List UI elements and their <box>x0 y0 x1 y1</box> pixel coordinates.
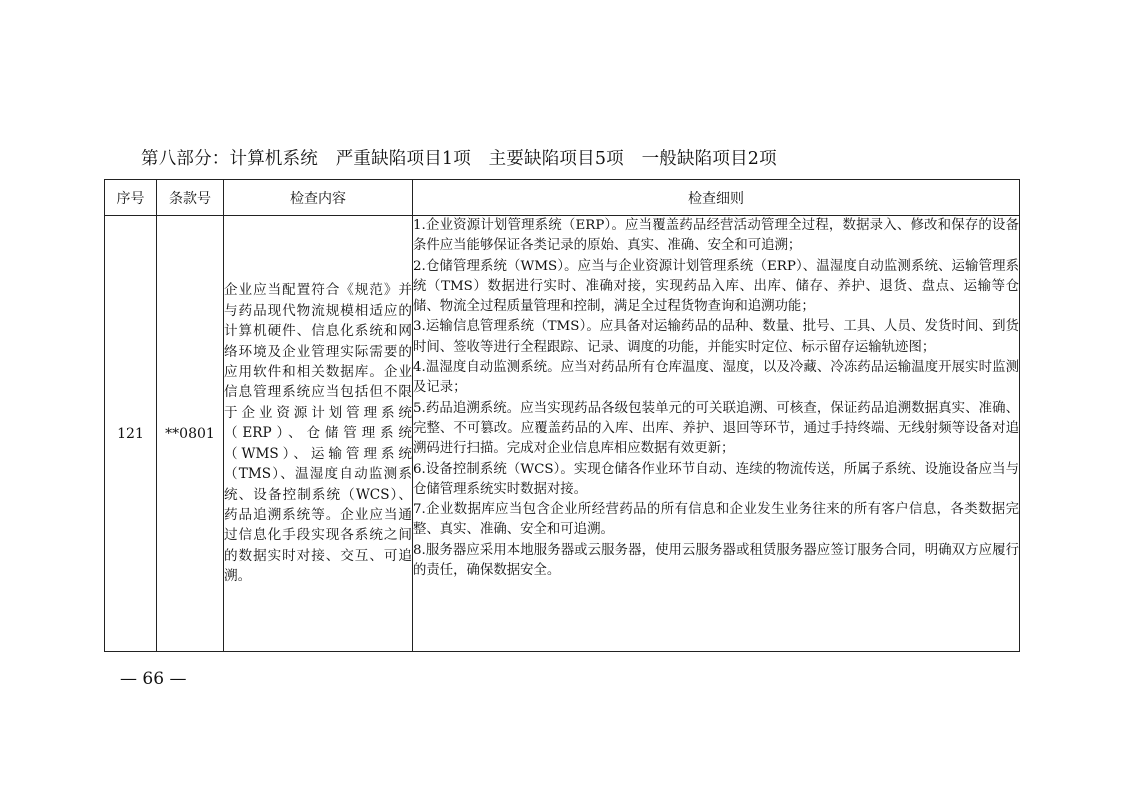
detail-item-8: 8.服务器应采用本地服务器或云服务器，使用云服务器或租赁服务器应签订服务合同，明确双方应履行的责任，确保数据安全。 <box>413 542 1019 579</box>
detail-item-5: 5.药品追溯系统。应当实现药品各级包装单元的可关联追溯、可核查，保证药品追溯数据真实、准确、完整、不可篡改。应覆盖药品的入库、出库、养护、退回等环节，通过手持终端、无线射频等设备对追溯码进行扫描。完成对企业信息库相应数据有效更新； <box>413 400 1019 457</box>
detail-item-3: 3.运输信息管理系统（TMS）。应具备对运输药品的品种、数量、批号、工具、人员、发货时间、到货时间、签收等进行全程跟踪、记录、调度的功能，并能实时定位、标示留存运输轨迹图； <box>413 319 1019 355</box>
table-header-row <box>105 180 1020 216</box>
inspection-table <box>104 179 1020 652</box>
detail-item-7: 7.企业数据库应当包含企业所经营药品的所有信息和企业发生业务往来的所有客户信息，各类数据完整、真实、准确、安全和可追溯。 <box>413 502 1019 538</box>
header-clause: 条款号 <box>157 180 224 216</box>
header-details: 检查细则 <box>413 180 1020 216</box>
cell-content <box>224 216 413 652</box>
page-number: — 66 — <box>120 669 187 689</box>
detail-item-1: 1.企业资源计划管理系统（ERP）。应当覆盖药品经营活动管理全过程，数据录入、修改和保存的设备条件应当能够保证各类记录的原始、真实、准确、安全和可追溯； <box>413 218 1019 254</box>
cell-details <box>413 216 1020 652</box>
table-row <box>105 216 1020 652</box>
detail-item-6: 6.设备控制系统（WCS）。实现仓储各作业环节自动、连续的物流传送，所属子系统、设施设备应当与仓储管理系统实时数据对接。 <box>413 461 1019 497</box>
section-heading: 第八部分：计算机系统 严重缺陷项目1项 主要缺陷项目5项 一般缺陷项目2项 <box>141 149 777 169</box>
header-seq: 序号 <box>105 180 157 216</box>
content-text: 企业应当配置符合《规范》并与药品现代物流规模相适应的计算机硬件、信息化系统和网络环境及企业管理实际需要的应用软件和相关数据库。企业信息管理系统应当包括但不限于企业资源计划管理系统（ERP）、仓储管理系统（WMS）、运输管理系统（TMS）、温湿度自动监测系统、设备控制系统（WCS）、药品追溯系统等。企业应当通过信息化手段实现各系统之间的数据实时对接、交互、可追溯。 <box>224 282 412 585</box>
header-content: 检查内容 <box>224 180 413 216</box>
cell-clause: **0801 <box>157 216 224 652</box>
cell-seq: 121 <box>105 216 157 652</box>
detail-item-4: 4.温湿度自动监测系统。应当对药品所有仓库温度、湿度，以及冷藏、冷冻药品运输温度开展实时监测及记录； <box>413 360 1019 396</box>
detail-item-2: 2.仓储管理系统（WMS）。应当与企业资源计划管理系统（ERP）、温湿度自动监测系统、运输管理系统（TMS）数据进行实时、准确对接，实现药品入库、出库、储存、养护、退货、盘点、运输等仓储、物流全过程质量管理和控制，满足全过程货物查询和追溯功能； <box>413 258 1019 315</box>
